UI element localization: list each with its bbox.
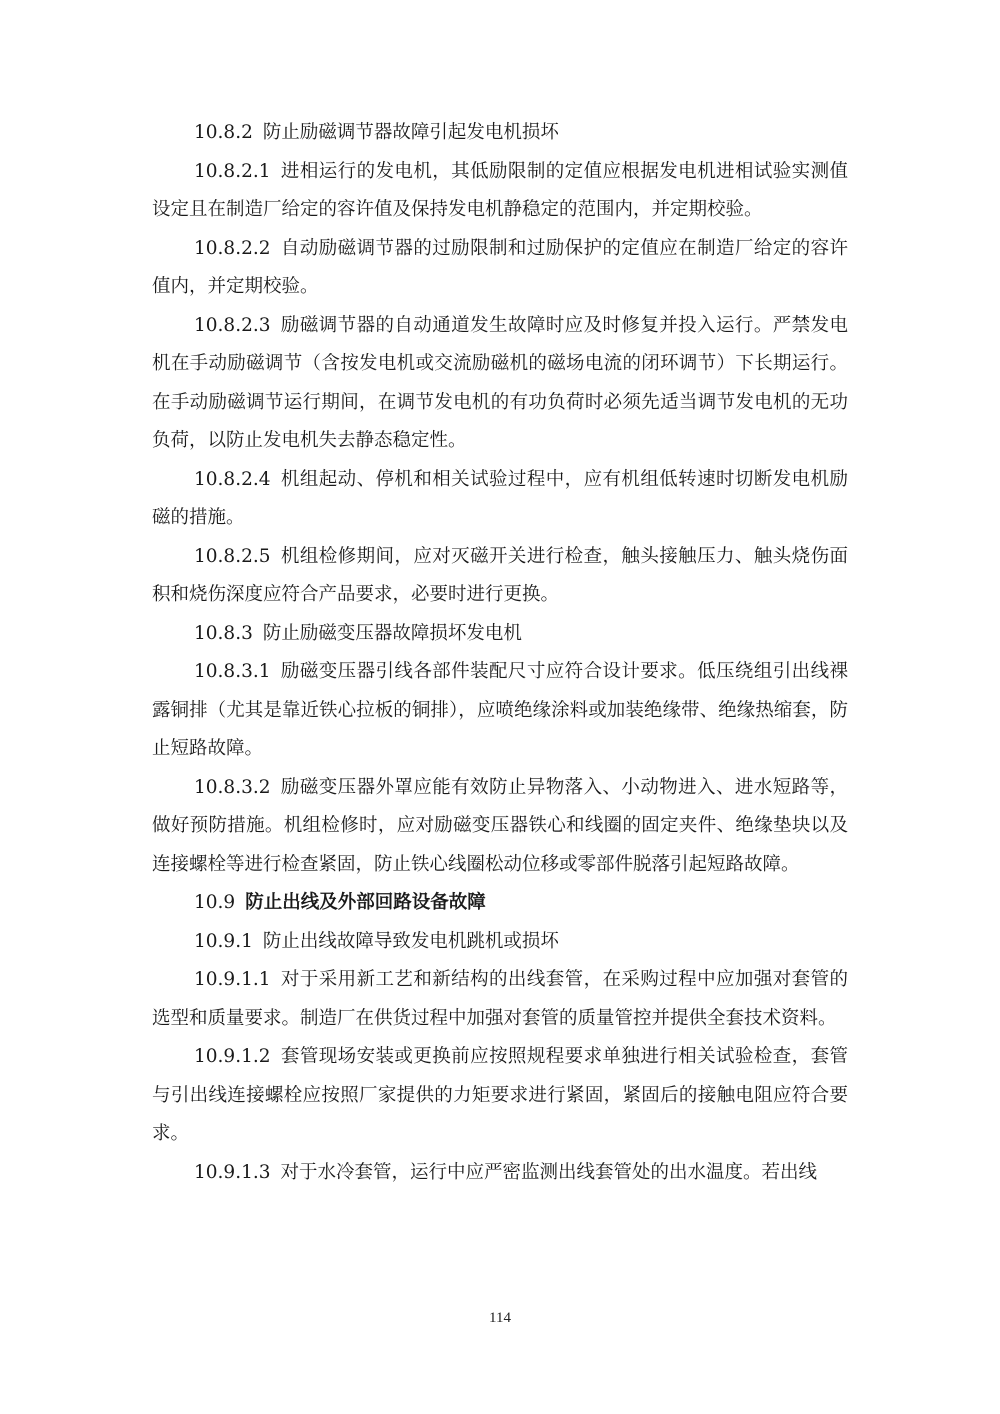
clause-text: 机组起动、停机和相关试验过程中，应有机组低转速时切断发电机励磁的措施。 bbox=[152, 468, 848, 528]
document-body bbox=[152, 114, 848, 1192]
clause-10-9-1-1 bbox=[152, 961, 848, 1038]
clause-text: 励磁调节器的自动通道发生故障时应及时修复并投入运行。严禁发电机在手动励磁调节（含按发电机或交流励磁机的磁场电流的闭环调节）下长期运行。在手动励磁调节运行期间，在调节发电机的有功负荷时必须先适当调节发电机的无功负荷，以防止发电机失去静态稳定性。 bbox=[152, 314, 848, 451]
clause-text: 励磁变压器引线各部件装配尺寸应符合设计要求。低压绕组引出线裸露铜排（尤其是靠近铁心拉板的铜排），应喷绝缘涂料或加装绝缘带、绝缘热缩套，防止短路故障。 bbox=[152, 661, 848, 759]
section-number: 10.9 bbox=[194, 892, 236, 913]
page-number: 114 bbox=[489, 1310, 511, 1326]
section-heading-10-8-2 bbox=[152, 114, 848, 153]
clause-10-8-2-5 bbox=[152, 538, 848, 615]
clause-10-8-3-2 bbox=[152, 769, 848, 885]
clause-10-8-2-1 bbox=[152, 153, 848, 230]
clause-number: 10.8.2.1 bbox=[194, 160, 271, 182]
clause-number: 10.8.3.1 bbox=[194, 661, 271, 682]
section-heading-10-9-1 bbox=[152, 923, 848, 962]
clause-number: 10.8.2.4 bbox=[194, 468, 271, 490]
section-title-bold: 防止出线及外部回路设备故障 bbox=[245, 892, 486, 913]
section-title: 防止励磁调节器故障引起发电机损坏 bbox=[262, 122, 559, 143]
section-heading-10-9 bbox=[152, 884, 848, 923]
clause-10-8-2-4 bbox=[152, 461, 848, 538]
clause-number: 10.8.3.2 bbox=[194, 776, 271, 798]
clause-10-8-2-3 bbox=[152, 307, 848, 461]
clause-text: 机组检修期间，应对灭磁开关进行检查，触头接触压力、触头烧伤面积和烧伤深度应符合产品要求，必要时进行更换。 bbox=[152, 545, 848, 605]
clause-text: 套管现场安装或更换前应按照规程要求单独进行相关试验检查，套管与引出线连接螺栓应按照厂家提供的力矩要求进行紧固，紧固后的接触电阻应符合要求。 bbox=[152, 1046, 848, 1144]
clause-10-9-1-3 bbox=[152, 1154, 848, 1193]
clause-10-8-2-2 bbox=[152, 230, 848, 307]
clause-number: 10.9.1.3 bbox=[194, 1161, 271, 1183]
section-heading-10-8-3 bbox=[152, 615, 848, 654]
clause-number: 10.8.2.2 bbox=[194, 237, 271, 259]
section-number: 10.9.1 bbox=[194, 930, 253, 952]
clause-text: 励磁变压器外罩应能有效防止异物落入、小动物进入、进水短路等，做好预防措施。机组检修时，应对励磁变压器铁心和线圈的固定夹件、绝缘垫块以及连接螺栓等进行检查紧固，防止铁心线圈松动位移或零部件脱落引起短路故障。 bbox=[152, 776, 848, 875]
clause-text: 对于水冷套管，运行中应严密监测出线套管处的出水温度。若出线 bbox=[280, 1161, 818, 1183]
clause-10-9-1-2 bbox=[152, 1038, 848, 1154]
clause-text: 对于采用新工艺和新结构的出线套管，在采购过程中应加强对套管的选型和质量要求。制造厂在供货过程中加强对套管的质量管控并提供全套技术资料。 bbox=[152, 969, 848, 1029]
section-number: 10.8.2 bbox=[194, 122, 253, 143]
clause-text: 进相运行的发电机，其低励限制的定值应根据发电机进相试验实测值设定且在制造厂给定的容许值及保持发电机静稳定的范围内，并定期校验。 bbox=[152, 160, 848, 220]
section-title: 防止出线故障导致发电机跳机或损坏 bbox=[262, 930, 559, 952]
clause-10-8-3-1 bbox=[152, 653, 848, 769]
clause-number: 10.8.2.5 bbox=[194, 545, 271, 567]
clause-text: 自动励磁调节器的过励限制和过励保护的定值应在制造厂给定的容许值内，并定期校验。 bbox=[152, 237, 848, 297]
section-number: 10.8.3 bbox=[194, 622, 253, 644]
section-title: 防止励磁变压器故障损坏发电机 bbox=[262, 622, 522, 644]
clause-number: 10.9.1.2 bbox=[194, 1046, 271, 1067]
clause-number: 10.9.1.1 bbox=[194, 969, 271, 990]
clause-number: 10.8.2.3 bbox=[194, 314, 271, 336]
